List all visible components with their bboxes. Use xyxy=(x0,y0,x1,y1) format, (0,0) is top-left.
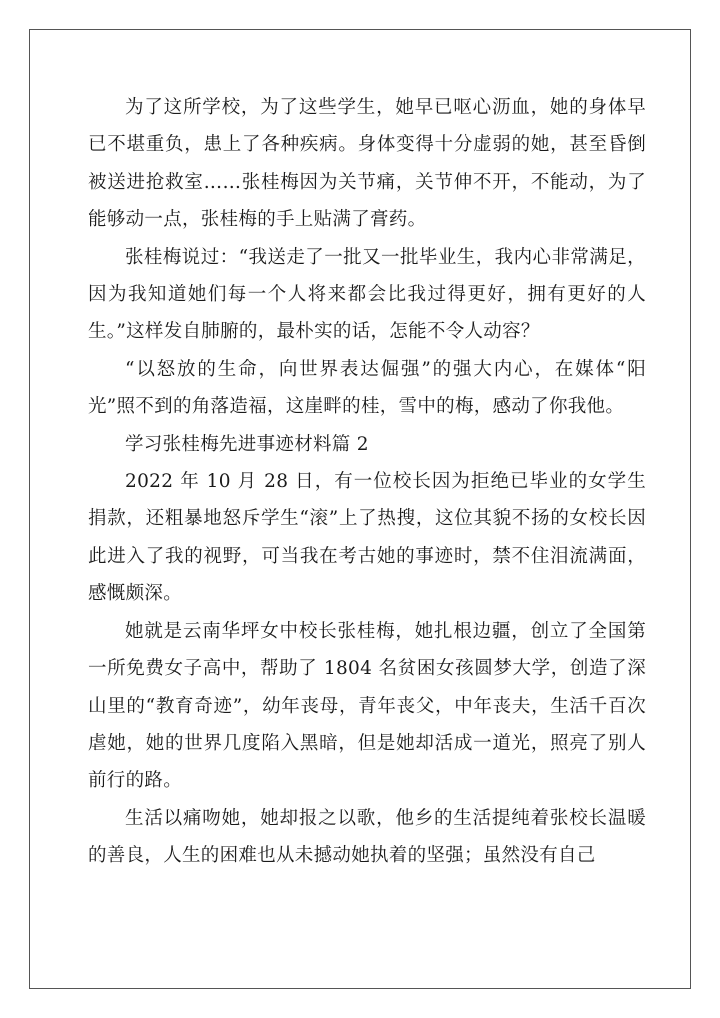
paragraph: 她就是云南华坪女中校长张桂梅，她扎根边疆，创立了全国第一所免费女子高中，帮助了 1804 名贫困女孩圆梦大学，创造了深山里的“教育奇迹”，幼年丧母，青年丧父，中年丧夫，生活千百次虐她，她的世界几度陷入黑暗，但是她却活成一道光，照亮了别人前行的路。 xyxy=(88,620,646,792)
paragraph: 张桂梅说过：“我送走了一批又一批毕业生，我内心非常满足，因为我知道她们每一个人将来都会比我过得更好，拥有更好的人生。”这样发自肺腑的，最朴实的话，怎能不令人动容？ xyxy=(88,246,646,343)
document-body xyxy=(88,89,646,875)
paragraph: 生活以痛吻她，她却报之以歌，他乡的生活提纯着张校长温暖的善良，人生的困难也从未撼动她执着的坚强；虽然没有自己 xyxy=(88,807,646,867)
paragraph: “以怒放的生命，向世界表达倔强”的强大内心，在媒体“阳光”照不到的角落造福，这崖畔的桂，雪中的梅，感动了你我他。 xyxy=(88,358,646,418)
paragraph: 2022 年 10 月 28 日，有一位校长因为拒绝已毕业的女学生捐款，还粗暴地怒斥学生“滚”上了热搜，这位其貌不扬的女校长因此进入了我的视野，可当我在考古她的事迹时，禁不住泪流满面，感慨颇深。 xyxy=(88,471,646,605)
paragraph: 为了这所学校，为了这些学生，她早已呕心沥血，她的身体早已不堪重负，患上了各种疾病。身体变得十分虚弱的她，甚至昏倒被送进抢救室……张桂梅因为关节痛，关节伸不开，不能动，为了能够动一点，张桂梅的手上贴满了膏药。 xyxy=(88,97,646,231)
section-heading: 学习张桂梅先进事迹材料篇 2 xyxy=(125,433,369,455)
